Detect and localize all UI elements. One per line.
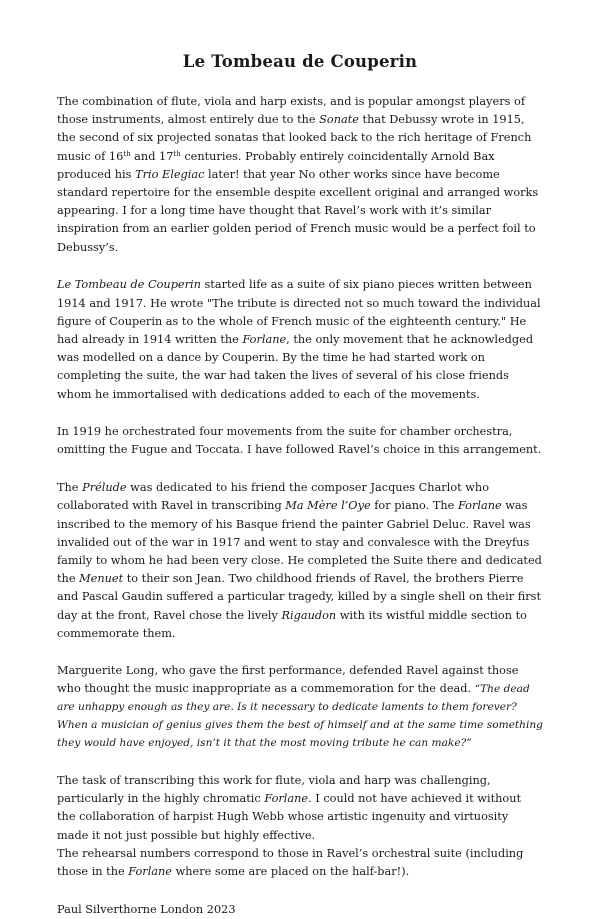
work-title-trio-elegiac: Trio Elegiac (135, 167, 205, 181)
text-run: The (57, 481, 83, 495)
movement-title-menuet: Menuet (79, 572, 124, 586)
paragraph-marguerite-long (57, 662, 543, 752)
paragraph-instrumentation (57, 93, 543, 257)
text-run: . I could not have achieved it without the collaboration of harpist Hugh Webb whose artistic ingenuity and virtuosity made it not just possible but highly effective. (57, 792, 522, 842)
text-run: The combination of flute, viola and harp exists, and is popular amongst players of those instruments, almost entirely due to the (57, 95, 525, 127)
paragraph-transcription (57, 772, 543, 845)
text-run: started life as a suite of six piano pieces written between 1914 and 1917. He wrote "The tribute is directed not so much toward the individual figure of Couperin as to the whole of French music of the eighteenth century." He had already in 1914 written the (57, 278, 541, 346)
paragraph-origins (57, 276, 543, 403)
text-run: for piano. The (370, 499, 458, 513)
text-run: was dedicated to his friend the composer Jacques Charlot who collaborated with Ravel in transcribing (57, 481, 489, 513)
text-run: where some are placed on the half-bar!). (172, 865, 410, 879)
work-title-sonate: Sonate (319, 113, 359, 127)
page-title: Le Tombeau de Couperin (182, 52, 418, 71)
superscript-th: th (173, 149, 181, 158)
text-run: centuries. Probably entirely coincidentally Arnold Bax produced his (57, 149, 495, 181)
work-title-ma-mere-loye: Ma Mère l’Oye (285, 499, 371, 513)
paragraph-dedications (57, 479, 543, 643)
text-run: that Debussy wrote in 1915, the second of six projected sonatas that looked back to the rich heritage of French music of 16 (57, 113, 532, 163)
text-run: The task of transcribing this work for flute, viola and harp was challenging, particularly in the highly chromatic (57, 774, 491, 806)
text-run: later! that year No other works since have become standard repertoire for the ensemble despite excellent original and arranged works appearing. I for a long time have thought that Ravel’s work with it’s similar inspiration from an earlier golden period of French music would be a perfect foil to Debussy’s. (57, 167, 539, 254)
paragraph-orchestration (57, 423, 543, 459)
paragraph-rehearsal-numbers (57, 845, 543, 881)
text-run: was inscribed to the memory of his Basque friend the painter Gabriel Deluc. Ravel was invalided out of the war in 1917 and went to stay and convalesce with the Dreyfus family to whom he had been very close. He completed the Suite there and dedicated the (57, 499, 542, 586)
movement-title-forlane: Forlane (457, 499, 502, 513)
movement-title-forlane: Forlane (242, 332, 287, 346)
movement-title-forlane: Forlane (264, 792, 309, 806)
movement-title-rigaudon: Rigaudon (281, 608, 337, 622)
movement-title-prelude: Prélude (82, 481, 127, 495)
text-run: , the only movement that he acknowledged was modelled on a dance by Couperin. By the time he had started work on completing the suite, the war had taken the lives of several of his close friends whom he immortalised with dedications added to each of the movements. (57, 332, 534, 401)
quotation: “The dead are unhappy enough as they are. Is it necessary to dedicate laments to them forever? When a musician of genius gives them the best of himself and at the same time something they would have enjoyed, isn’t it that the most moving tribute he can make?” (57, 682, 543, 750)
text-run: Marguerite Long, who gave the first performance, defended Ravel against those who thought the music inappropriate as a commemoration for the dead. (57, 664, 519, 695)
text-run: and 17 (130, 149, 174, 163)
movement-title-forlane: Forlane (128, 865, 172, 879)
text-run: In 1919 he orchestrated four movements from the suite for chamber orchestra, omitting the Fugue and Toccata. I have followed Ravel’s choice in this arrangement. (57, 425, 542, 457)
work-title-tombeau: Le Tombeau de Couperin (57, 278, 201, 292)
superscript-th: th (123, 149, 131, 158)
signature: Paul Silverthorne London 2023 (57, 902, 236, 916)
text-run: to their son Jean. Two childhood friends of Ravel, the brothers Pierre and Pascal Gaudin suffered a particular tragedy, killed by a single shell on their first day at the front, Ravel chose the lively (57, 572, 541, 622)
text-run: with its wistful middle section to commemorate them. (57, 608, 527, 640)
text-run: The rehearsal numbers correspond to those in Ravel’s orchestral suite (including those in the (57, 846, 524, 879)
